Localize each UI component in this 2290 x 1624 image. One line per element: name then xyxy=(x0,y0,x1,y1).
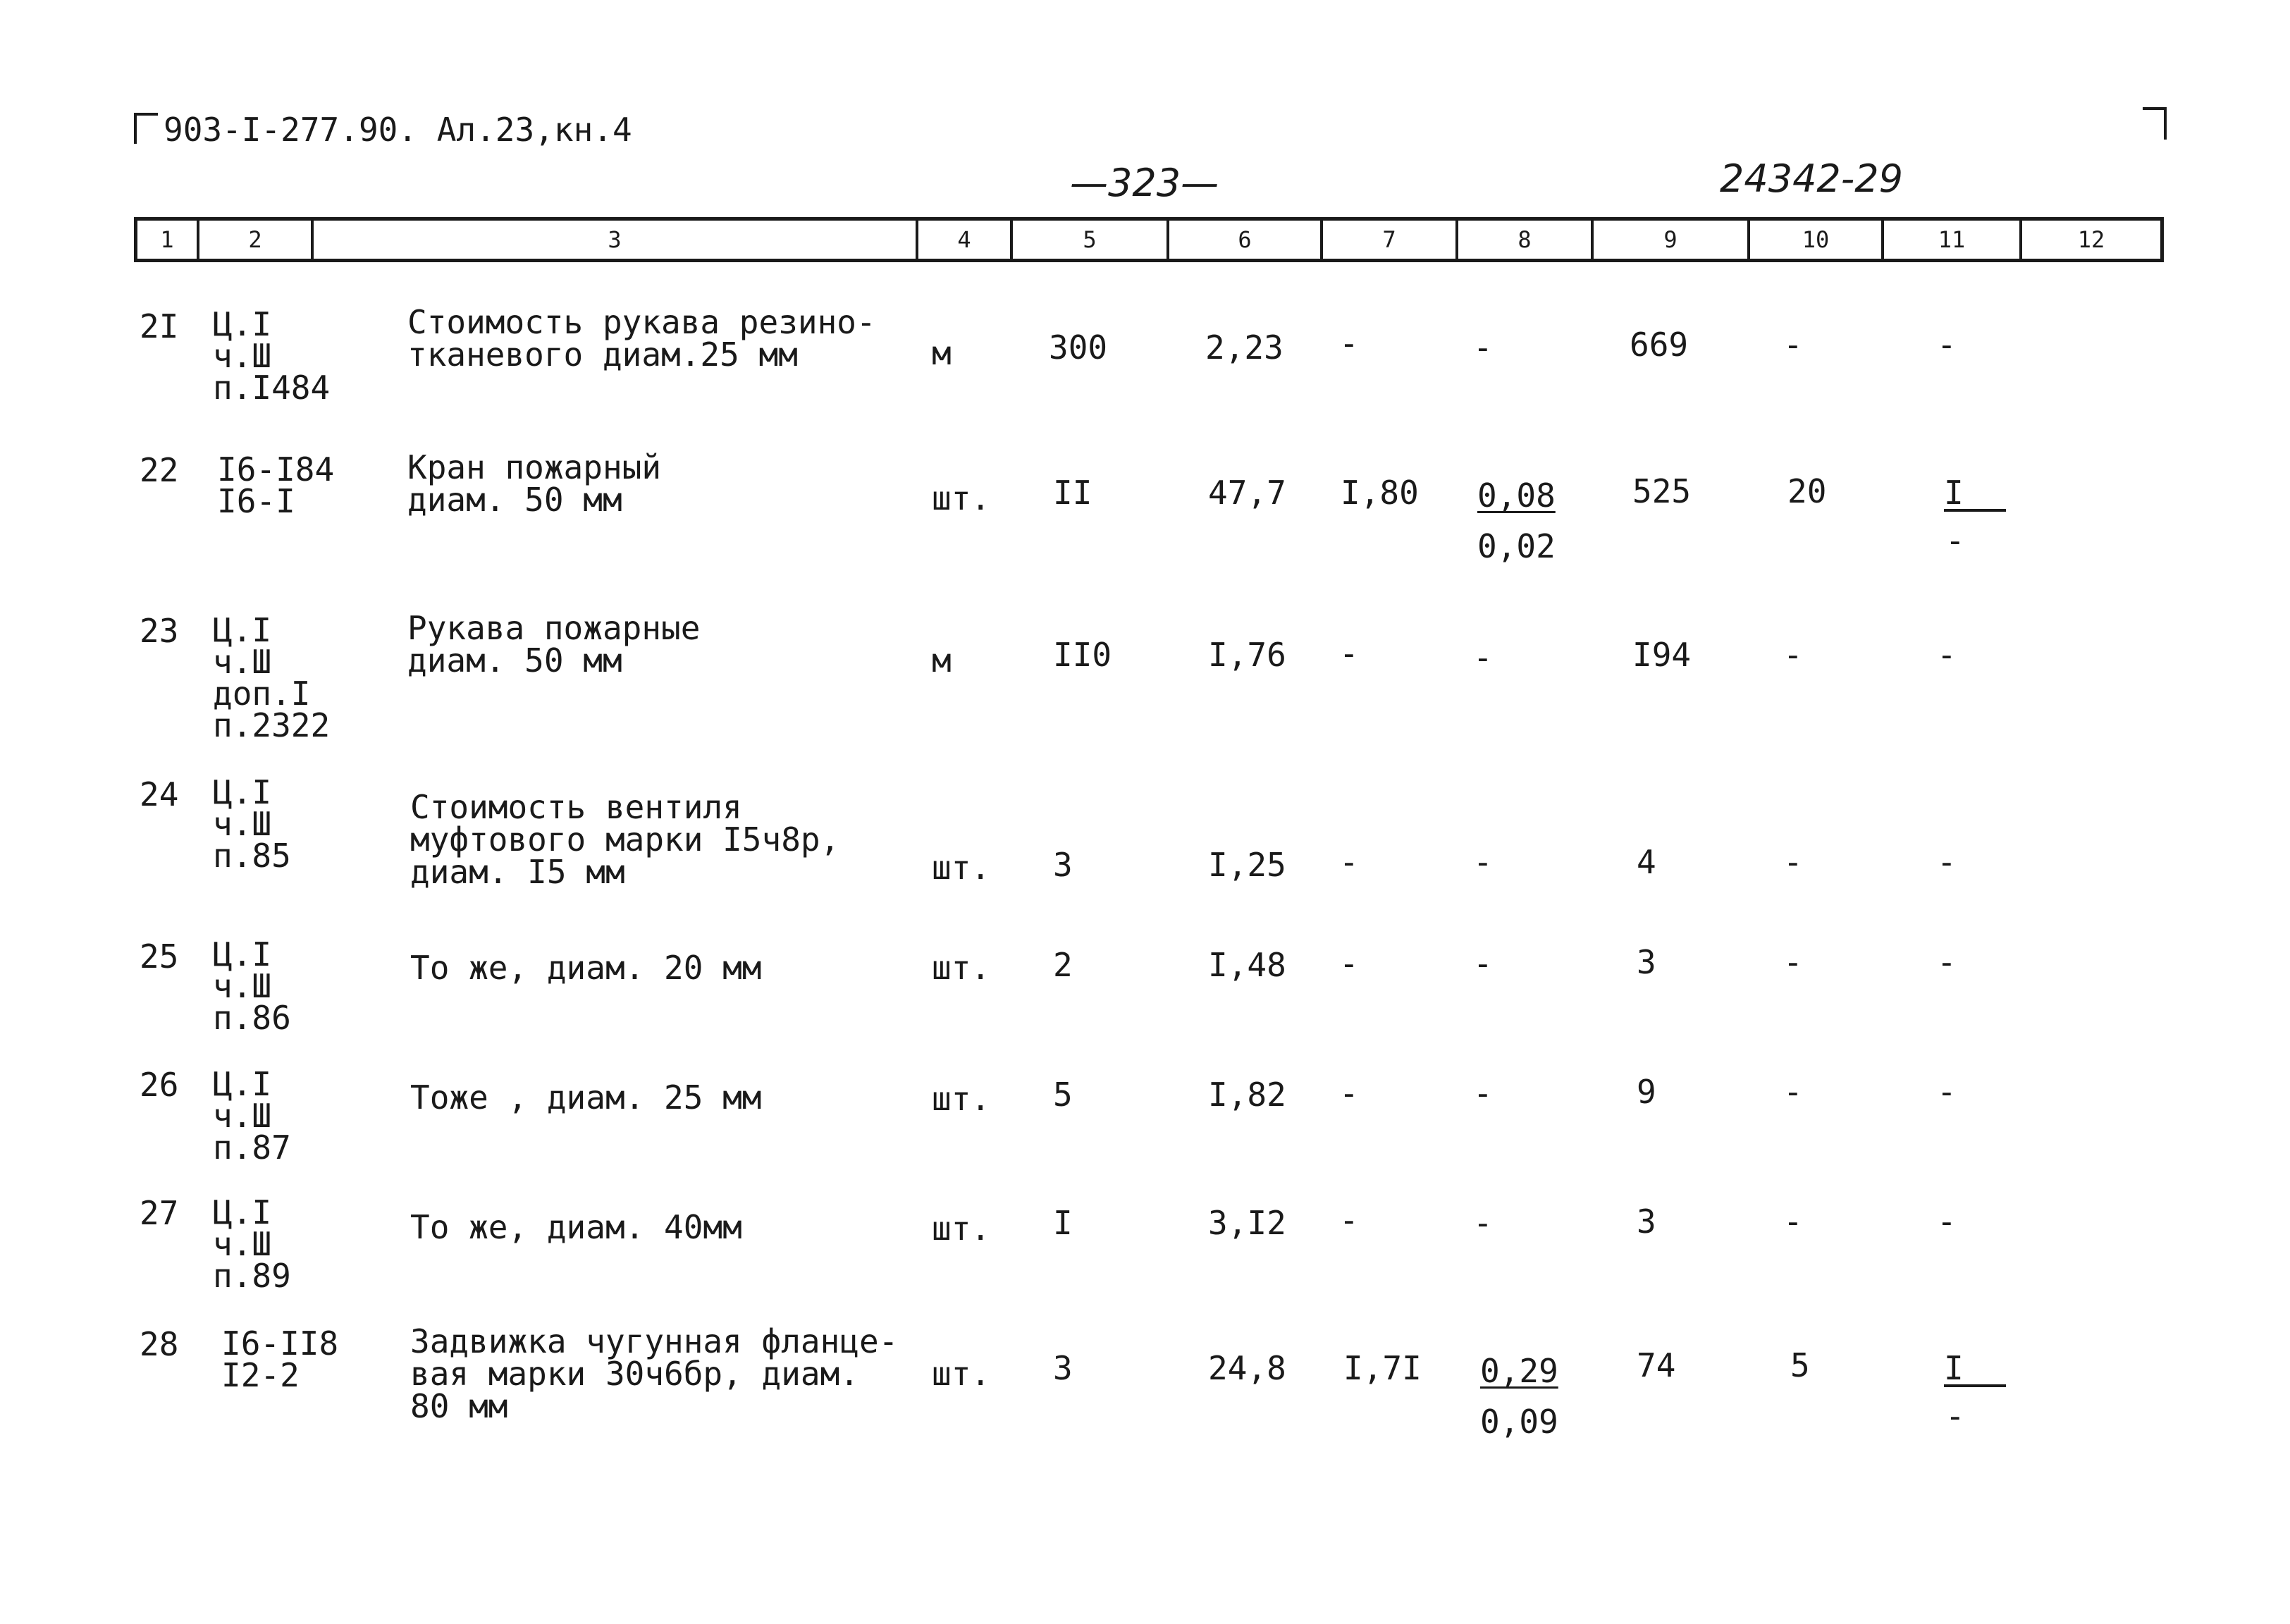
corner-mark-right xyxy=(2143,107,2167,140)
price-reference-line: I2-2 xyxy=(221,1356,300,1395)
item-description xyxy=(410,1078,762,1116)
price-reference-line: доп.I xyxy=(213,675,311,713)
item-description xyxy=(410,788,840,891)
price-reference-line: ч.Ш xyxy=(213,337,272,376)
col8-value: - xyxy=(1473,945,1493,983)
description-line: То же, диам. 40мм xyxy=(410,1208,742,1246)
row-number: 26 xyxy=(140,1066,179,1104)
col7-value: - xyxy=(1339,945,1359,983)
price-reference xyxy=(213,611,331,745)
col8-numerator: 0,29 xyxy=(1480,1352,1558,1390)
col7-value: I,7I xyxy=(1343,1349,1422,1387)
col8-fraction xyxy=(1477,476,1556,565)
total-cost: 669 xyxy=(1630,326,1689,364)
unit-price: 2,23 xyxy=(1205,328,1283,367)
document-code: 903-I-277.90. Ал.23,кн.4 xyxy=(164,111,632,149)
price-reference-line: ч.Ш xyxy=(213,805,272,844)
row-number: 23 xyxy=(140,612,179,650)
page-number: —323— xyxy=(1070,161,1219,205)
item-description xyxy=(407,303,876,374)
col10-value: 5 xyxy=(1790,1346,1810,1384)
unit: шт. xyxy=(932,1080,991,1118)
col8-fraction xyxy=(1480,1352,1558,1441)
column-header: 11 xyxy=(1884,221,2022,259)
description-line: тканевого диам.25 мм xyxy=(407,336,798,374)
unit-price: I,82 xyxy=(1208,1076,1286,1114)
column-header: 5 xyxy=(1013,221,1169,259)
row-number: 22 xyxy=(140,451,179,489)
price-reference-line: п.89 xyxy=(213,1257,291,1296)
price-reference-line: Ц.I xyxy=(213,1065,272,1103)
column-header: 3 xyxy=(314,221,918,259)
column-header: 10 xyxy=(1750,221,1884,259)
price-reference-line: Ц.I xyxy=(213,935,272,973)
col11-numerator: I xyxy=(1944,476,2006,512)
unit: шт. xyxy=(932,849,991,887)
quantity: 3 xyxy=(1053,846,1073,884)
item-description xyxy=(410,1208,742,1246)
price-reference xyxy=(213,1065,291,1167)
row-number: 25 xyxy=(140,937,179,976)
description-line: диам. 50 мм xyxy=(407,641,622,679)
description-line: Рукава пожарные xyxy=(407,609,701,647)
col8-value: - xyxy=(1473,1074,1493,1112)
col10-value: - xyxy=(1783,1202,1803,1241)
total-cost: I94 xyxy=(1632,636,1692,674)
unit-price: I,25 xyxy=(1208,846,1286,884)
col8-value: - xyxy=(1473,639,1493,677)
total-cost: 9 xyxy=(1637,1073,1656,1111)
price-reference xyxy=(213,305,331,407)
item-description xyxy=(407,448,662,519)
total-cost: 74 xyxy=(1637,1346,1676,1384)
col8-numerator: 0,08 xyxy=(1477,476,1556,515)
column-header: 2 xyxy=(199,221,314,259)
col11-value: - xyxy=(1937,1073,1957,1111)
column-header: 9 xyxy=(1594,221,1750,259)
price-reference-line: I6-I xyxy=(217,482,295,521)
quantity: 5 xyxy=(1053,1076,1073,1114)
price-reference xyxy=(213,773,291,875)
column-header: 7 xyxy=(1323,221,1458,259)
item-description xyxy=(410,1322,899,1425)
col10-value: - xyxy=(1783,1073,1803,1111)
price-reference-line: Ц.I xyxy=(213,305,272,343)
column-header-row xyxy=(134,217,2164,262)
unit-price: 3,I2 xyxy=(1208,1204,1286,1242)
price-reference xyxy=(213,935,291,1038)
price-reference-line: ч.Ш xyxy=(213,1225,272,1264)
unit: м xyxy=(932,641,952,679)
unit: м xyxy=(932,334,952,372)
col7-value: I,80 xyxy=(1341,474,1419,512)
col7-value: - xyxy=(1339,1074,1359,1112)
description-line: Стоимость вентиля xyxy=(410,788,742,826)
description-line: Задвижка чугунная фланце- xyxy=(410,1322,899,1360)
unit-price: 24,8 xyxy=(1208,1349,1286,1387)
col11-value: - xyxy=(1937,636,1957,674)
unit: шт. xyxy=(932,1355,991,1393)
col7-value: - xyxy=(1339,324,1359,362)
price-reference xyxy=(221,1324,339,1395)
column-header: 4 xyxy=(918,221,1013,259)
price-reference-line: п.I484 xyxy=(213,369,331,407)
col7-value: - xyxy=(1339,843,1359,881)
column-header: 8 xyxy=(1458,221,1594,259)
corner-mark-left xyxy=(134,113,158,144)
col11-value: - xyxy=(1937,843,1957,881)
price-reference xyxy=(217,450,335,521)
quantity: 2 xyxy=(1053,946,1073,984)
total-cost: 525 xyxy=(1632,472,1692,510)
item-description xyxy=(407,609,701,679)
unit: шт. xyxy=(932,1210,991,1248)
document-reference-number: 24342-29 xyxy=(1720,156,1903,201)
price-reference-line: Ц.I xyxy=(213,611,272,649)
price-reference-line: ч.Ш xyxy=(213,1097,272,1136)
price-reference-line: I6-II8 xyxy=(221,1324,339,1362)
price-reference-line: ч.Ш xyxy=(213,967,272,1006)
total-cost: 3 xyxy=(1637,943,1656,981)
unit-price: 47,7 xyxy=(1208,474,1286,512)
column-header: 12 xyxy=(2077,226,2105,253)
row-number: 28 xyxy=(140,1325,179,1363)
price-reference-line: п.86 xyxy=(213,999,291,1038)
col11-denominator: - xyxy=(1945,522,1965,560)
price-reference-line: I6-I84 xyxy=(217,450,335,488)
col11-denominator: - xyxy=(1945,1397,1965,1435)
row-number: 24 xyxy=(140,775,179,813)
col10-value: 20 xyxy=(1787,472,1827,510)
quantity: I xyxy=(1053,1204,1073,1242)
col10-value: - xyxy=(1783,843,1803,881)
description-line: вая марки 30ч6бр, диам. xyxy=(410,1355,859,1393)
col11-numerator: I xyxy=(1944,1352,2006,1387)
col8-value: - xyxy=(1473,328,1493,367)
total-cost: 4 xyxy=(1637,843,1656,881)
price-reference-line: п.2322 xyxy=(213,706,331,745)
description-line: диам. 50 мм xyxy=(407,481,622,519)
description-line: Тоже , диам. 25 мм xyxy=(410,1078,762,1116)
price-reference-line: ч.Ш xyxy=(213,643,272,682)
quantity: 3 xyxy=(1053,1349,1073,1387)
col7-value: - xyxy=(1339,634,1359,672)
col10-value: - xyxy=(1783,636,1803,674)
col10-value: - xyxy=(1783,326,1803,364)
column-header: 1 xyxy=(137,221,199,259)
total-cost: 3 xyxy=(1637,1202,1656,1241)
col11-value: - xyxy=(1937,1202,1957,1241)
price-reference xyxy=(213,1193,291,1296)
quantity: 300 xyxy=(1049,328,1108,367)
column-header: 6 xyxy=(1169,221,1323,259)
unit: шт. xyxy=(932,479,991,517)
price-reference-line: Ц.I xyxy=(213,773,272,811)
quantity: II xyxy=(1053,474,1092,512)
item-description xyxy=(410,949,762,987)
price-reference-line: п.85 xyxy=(213,837,291,875)
description-line: 80 мм xyxy=(410,1387,508,1425)
description-line: То же, диам. 20 мм xyxy=(410,949,762,987)
col8-value: - xyxy=(1473,843,1493,881)
quantity: II0 xyxy=(1053,636,1112,674)
row-number: 2I xyxy=(140,307,179,345)
unit-price: I,76 xyxy=(1208,636,1286,674)
col8-value: - xyxy=(1473,1204,1493,1242)
description-line: муфтового марки I5ч8р, xyxy=(410,820,840,859)
col8-denominator: 0,09 xyxy=(1480,1403,1558,1441)
description-line: Стоимость рукава резино- xyxy=(407,303,876,341)
price-reference-line: Ц.I xyxy=(213,1193,272,1231)
col11-value: - xyxy=(1937,326,1957,364)
description-line: Кран пожарный xyxy=(407,448,662,486)
col10-value: - xyxy=(1783,943,1803,981)
unit: шт. xyxy=(932,949,991,987)
unit-price: I,48 xyxy=(1208,946,1286,984)
col7-value: - xyxy=(1339,1201,1359,1239)
row-number: 27 xyxy=(140,1194,179,1232)
col8-denominator: 0,02 xyxy=(1477,527,1556,565)
col11-value: - xyxy=(1937,943,1957,981)
description-line: диам. I5 мм xyxy=(410,853,625,891)
price-reference-line: п.87 xyxy=(213,1128,291,1167)
